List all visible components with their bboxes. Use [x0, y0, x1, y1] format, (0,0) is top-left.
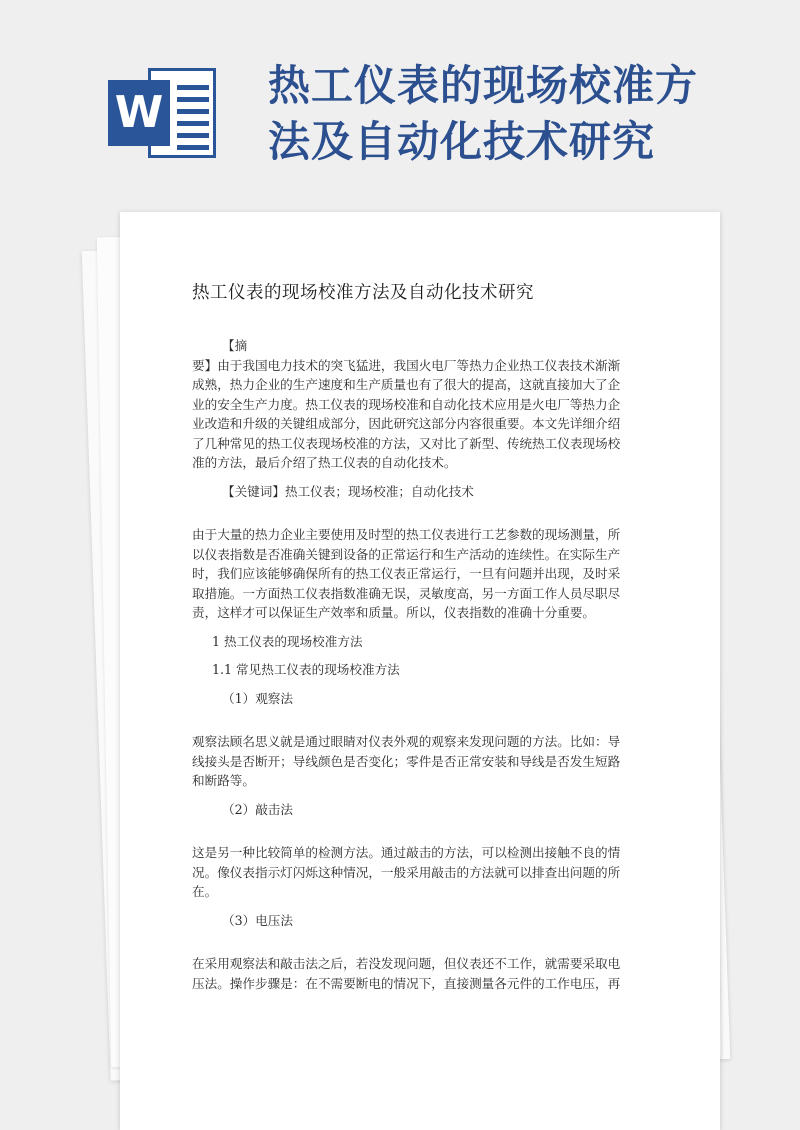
method-paragraph-observe [192, 732, 638, 791]
method-line: 和断路等。 [192, 773, 255, 788]
abstract-line: 了几种常见的热工仪表现场校准的方法，又对比了新型、传统热工仪表现场校 [192, 435, 621, 451]
intro-line: 取措施。一方面热工仪表指数准确无误，灵敏度高，另一方面工作人员尽职尽 [192, 585, 621, 601]
section-heading-1: 1 热工仪表的现场校准方法 [212, 633, 363, 649]
method-line: 况。像仪表指示灯闪烁这种情况，一般采用敲击的方法就可以排查出问题的所 [192, 864, 621, 880]
abstract-line: 成熟，热力企业的生产速度和生产质量也有了很大的提高，这就直接加大了企 [192, 377, 621, 392]
method-line: 这是另一种比较简单的检测方法。通过敲击的方法，可以检测出接触不良的情 [192, 845, 621, 860]
abstract-line: 业改造和升级的关键组成部分，因此研究这部分内容很重要。本文先详细介绍 [192, 416, 621, 431]
method-heading-observe: （1）观察法 [222, 690, 293, 706]
header [0, 0, 800, 215]
abstract-body [192, 356, 638, 473]
abstract-line: 业的安全生产力度。热工仪表的现场校准和自动化技术应用是火电厂等热力企 [192, 396, 621, 412]
method-line: 在。 [192, 884, 218, 899]
page-content [192, 280, 638, 993]
document-title: 热工仪表的现场校准方法及自动化技术研究 [268, 61, 699, 166]
method-line: 观察法顾名思义就是通过眼睛对仪表外观的观察来发现问题的方法。比如：导 [192, 734, 621, 749]
intro-line: 以仪表指数是否准确关键到设备的正常运行和生产活动的连续性。在实际生产 [192, 546, 621, 562]
word-letter: W [108, 80, 170, 146]
intro-line: 由于大量的热力企业主要使用及时型的热工仪表进行工艺参数的现场测量，所 [192, 527, 621, 542]
intro-line: 责，这样才可以保证生产效率和质量。所以，仪表指数的准确十分重要。 [192, 605, 595, 620]
word-document-icon [108, 68, 216, 158]
intro-line: 时，我们应该能够确保所有的热工仪表正常运行，一旦有问题并出现，及时采 [192, 566, 621, 581]
abstract-line: 准的方法，最后介绍了热工仪表的自动化技术。 [192, 455, 457, 470]
paper-title: 热工仪表的现场校准方法及自动化技术研究 [192, 283, 534, 303]
abstract-label: 【摘 [222, 338, 248, 353]
method-line: 压法。操作步骤是：在不需要断电的情况下，直接测量各元件的工作电压，再 [192, 975, 621, 991]
keywords: 【关键词】热工仪表；现场校准；自动化技术 [222, 483, 474, 499]
method-heading-knock: （2）敲击法 [222, 801, 293, 817]
document-page [120, 212, 720, 1130]
method-line: 线接头是否断开；导线颜色是否变化；零件是否正常安装和导线是否发生短路 [192, 753, 621, 769]
method-heading-voltage: （3）电压法 [222, 912, 293, 928]
method-paragraph-voltage [192, 954, 638, 993]
intro-paragraph [192, 525, 638, 623]
section-heading-1-1: 1.1 常见热工仪表的现场校准方法 [212, 662, 400, 677]
method-paragraph-knock [192, 843, 638, 902]
method-line: 在采用观察法和敲击法之后，若没发现问题，但仪表还不工作，就需要采取电 [192, 956, 621, 971]
abstract-line: 要】由于我国电力技术的突飞猛进，我国火电厂等热力企业热工仪表技术渐渐 [192, 357, 621, 373]
